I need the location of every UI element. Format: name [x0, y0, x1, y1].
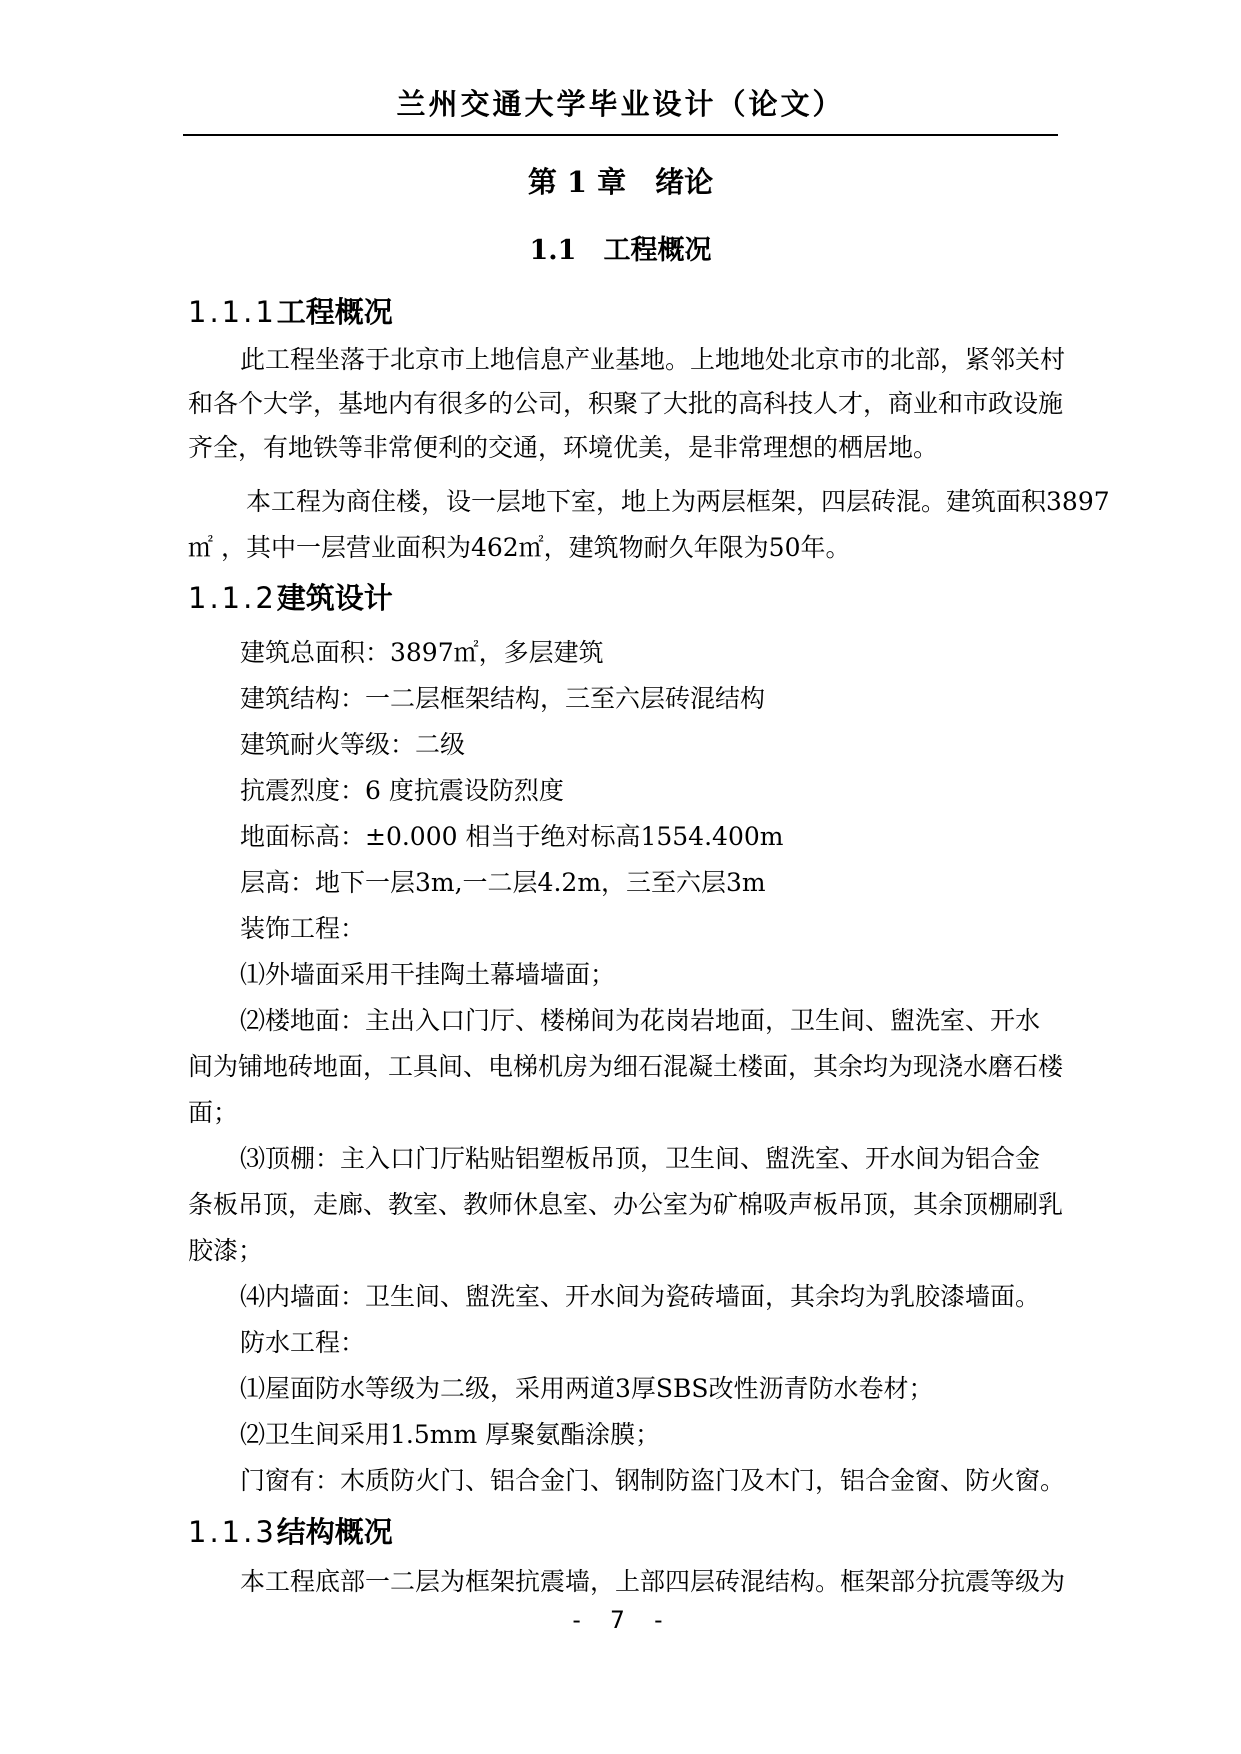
paragraph-line: 防水工程：: [240, 1328, 366, 1357]
design-line: 层高：地下一层3m,一二层4.2m，三至六层3m: [240, 868, 766, 897]
page-header: 兰州交通大学毕业设计（论文）: [396, 87, 845, 121]
subsection-1-1-3: [188, 1510, 393, 1551]
subsection-title: 工程概况: [276, 295, 393, 329]
header-rule: [183, 134, 1058, 136]
subsection-number: 1.1.3: [188, 1515, 277, 1549]
design-line: 装饰工程：: [240, 914, 366, 943]
paragraph-line: 条板吊顶，走廊、教室、教师休息室、办公室为矿棉吸声板吊顶，其余顶棚刷乳: [188, 1190, 1064, 1219]
chapter-title: 第 1 章 绪论: [527, 165, 714, 199]
design-line: ⑴外墙面采用干挂陶土幕墙墙面；: [240, 960, 616, 989]
paragraph-line: 胶漆；: [188, 1236, 264, 1265]
paragraph-line: 本工程底部一二层为框架抗震墙，上部四层砖混结构。框架部分抗震等级为: [240, 1567, 1066, 1596]
subsection-title: 建筑设计: [276, 581, 393, 615]
paragraph-line: ⑶顶棚：主入口门厅粘贴铝塑板吊顶，卫生间、盥洗室、开水间为铝合金: [240, 1144, 1041, 1173]
paragraph-line: ⑴屋面防水等级为二级，采用两道3厚SBS改性沥青防水卷材；: [240, 1374, 934, 1403]
paragraph-line: ㎡ ，其中一层营业面积为462㎡，建筑物耐久年限为50年。: [188, 533, 851, 562]
paragraph-line: 和各个大学，基地内有很多的公司，积聚了大批的高科技人才，商业和市政设施: [188, 389, 1064, 418]
paragraph-line: 齐全，有地铁等非常便利的交通，环境优美，是非常理想的栖居地。: [188, 433, 939, 462]
page-number: - 7 -: [569, 1606, 672, 1634]
paragraph-line: ⑷内墙面：卫生间、盥洗室、开水间为瓷砖墙面，其余均为乳胶漆墙面。: [240, 1282, 1041, 1311]
design-line: 建筑耐火等级：二级: [240, 730, 466, 759]
paragraph-line: 此工程坐落于北京市上地信息产业基地。上地地处北京市的北部，紧邻关村: [240, 345, 1066, 374]
subsection-number: 1.1.2: [188, 581, 277, 615]
subsection-1-1-1: [188, 290, 393, 331]
design-line: 建筑总面积：3897㎡，多层建筑: [240, 638, 604, 667]
design-line: 地面标高：±0.000 相当于绝对标高1554.400m: [240, 822, 784, 851]
paragraph-line: 门窗有：木质防火门、铝合金门、钢制防盗门及木门，铝合金窗、防火窗。: [240, 1466, 1066, 1495]
paragraph-line: 间为铺地砖地面，工具间、电梯机房为细石混凝土楼面，其余均为现浇水磨石楼: [188, 1052, 1064, 1081]
subsection-title: 结构概况: [276, 1515, 393, 1549]
subsection-1-1-2: [188, 576, 393, 617]
paragraph-line: ⑵卫生间采用1.5mm 厚聚氨酯涂膜；: [240, 1420, 661, 1449]
paragraph-line: 本工程为商住楼，设一层地下室，地上为两层框架，四层砖混。建筑面积3897: [246, 487, 1110, 516]
design-line: 建筑结构：一二层框架结构，三至六层砖混结构: [240, 684, 766, 713]
paragraph-line: ⑵楼地面：主出入口门厅、楼梯间为花岗岩地面，卫生间、盥洗室、开水: [240, 1006, 1041, 1035]
section-title: 1.1 工程概况: [529, 235, 712, 266]
design-line: 抗震烈度：6 度抗震设防烈度: [240, 776, 564, 805]
paragraph-line: 面；: [188, 1098, 239, 1127]
subsection-number: 1.1.1: [188, 295, 277, 329]
